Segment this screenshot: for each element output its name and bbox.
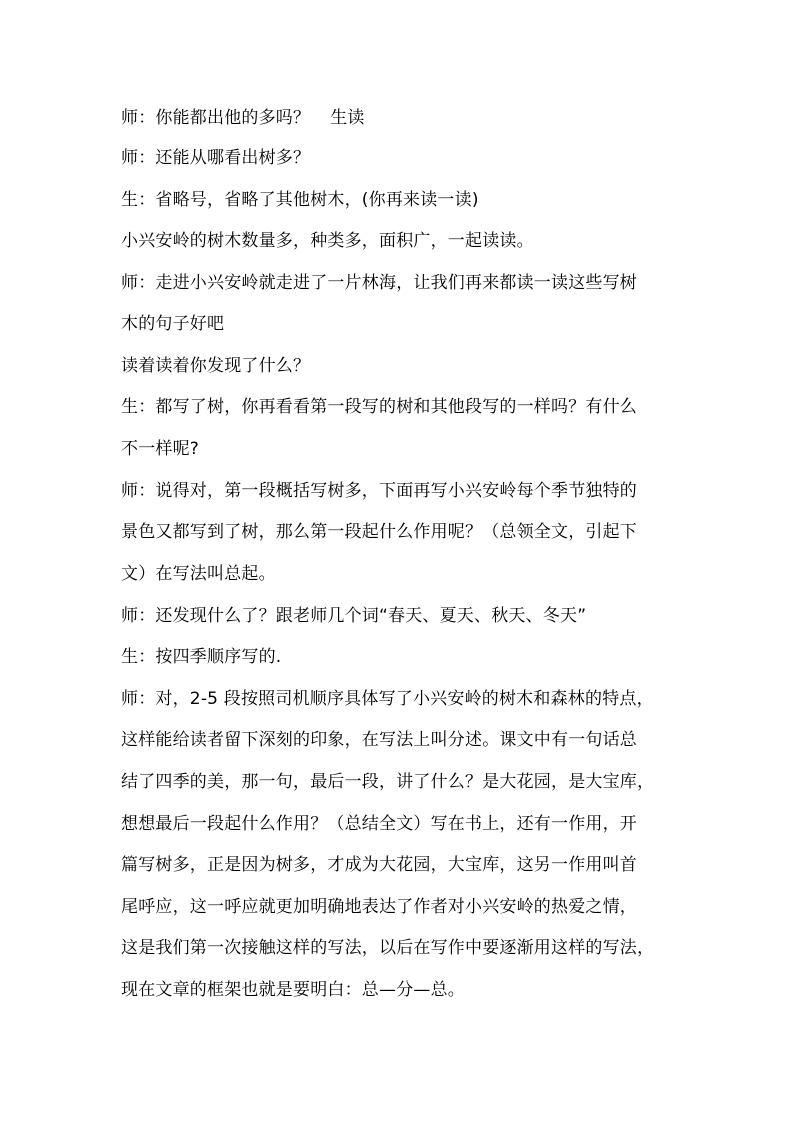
paragraph-line-14: 生：按四季顺序写的. <box>121 647 282 667</box>
paragraph-line-4: 小兴安岭的树木数量多，种类多，面积广，一起读读。 <box>121 231 534 251</box>
paragraph-line-5: 师：走进小兴安岭就走进了一片林海，让我们再来都读一读这些写树 <box>121 273 637 293</box>
paragraph-line-20: 尾呼应，这一呼应就更加明确地表达了作者对小兴安岭的热爱之情， <box>121 897 637 917</box>
teacher-question-text: 师：你能都出他的多吗？ <box>121 108 311 128</box>
paragraph-line-19: 篇写树多，正是因为树多，才成为大花园，大宝库，这另一作用叫首 <box>121 855 637 875</box>
paragraph-line-7: 读着读着你发现了什么？ <box>121 356 311 376</box>
paragraph-line-11: 景色又都写到了树，那么第一段起什么作用呢？（总领全文，引起下 <box>121 522 637 542</box>
paragraph-line-10: 师：说得对，第一段概括写树多，下面再写小兴安岭每个季节独特的 <box>121 481 637 501</box>
paragraph-line-22: 现在文章的框架也就是要明白：总—分—总。 <box>121 980 465 1000</box>
paragraph-line-15: 师：对，2-5 段按照司机顺序具体写了小兴安岭的树木和森林的特点， <box>121 689 654 709</box>
paragraph-line-13: 师：还发现什么了？跟老师几个词“春天、夏天、秋天、冬天” <box>121 606 587 626</box>
paragraph-line-9: 不一样呢? <box>121 439 200 459</box>
paragraph-line-21: 这是我们第一次接触这样的写法，以后在写作中要逐渐用这样的写法， <box>121 938 655 958</box>
paragraph-line-1 <box>121 108 691 128</box>
paragraph-line-16: 这样能给读者留下深刻的印象，在写法上叫分述。课文中有一句话总 <box>121 730 637 750</box>
student-reads-text: 生读 <box>330 108 365 128</box>
paragraph-line-18: 想想最后一段起什么作用？（总结全文）写在书上，还有一作用，开 <box>121 814 637 834</box>
paragraph-line-2: 师：还能从哪看出树多？ <box>121 148 311 168</box>
paragraph-line-17: 结了四季的美，那一句，最后一段，讲了什么？是大花园，是大宝库， <box>121 772 655 792</box>
paragraph-line-8: 生：都写了树，你再看看第一段写的树和其他段写的一样吗？有什么 <box>121 397 637 417</box>
paragraph-line-12: 文）在写法叫总起。 <box>121 564 276 584</box>
paragraph-line-3: 生：省略号，省略了其他树木，(你再来读一读) <box>121 190 479 210</box>
paragraph-line-6: 木的句子好吧 <box>121 314 225 334</box>
